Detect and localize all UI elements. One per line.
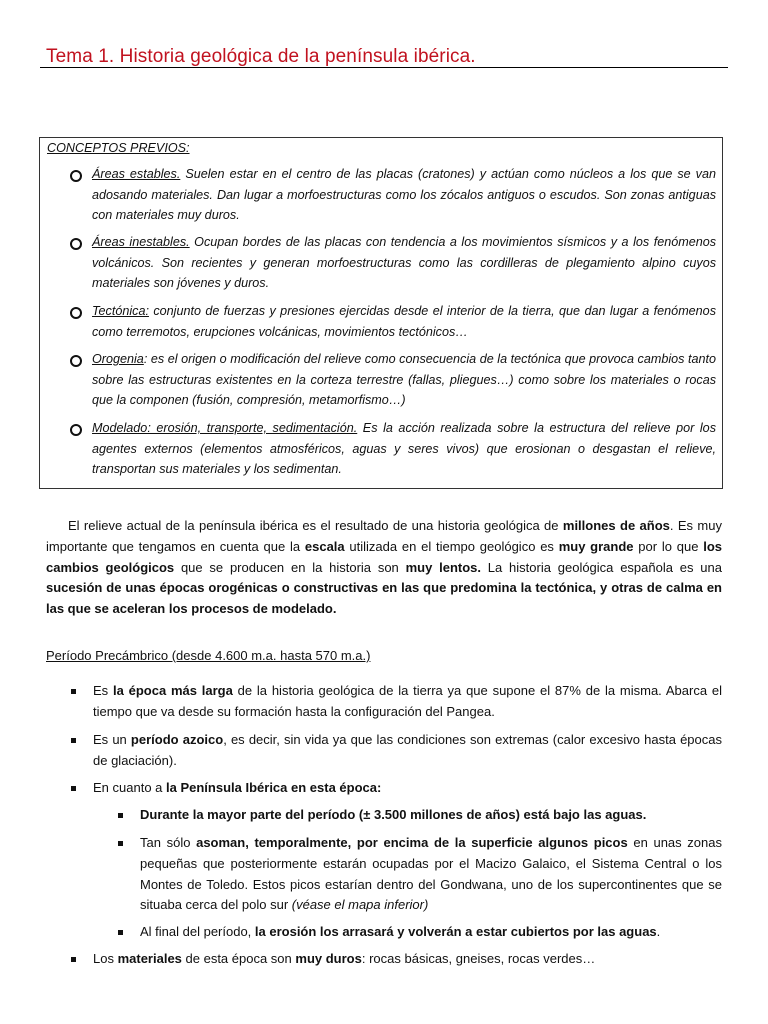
- concepts-heading: CONCEPTOS PREVIOS:: [47, 141, 190, 155]
- square-bullet-icon: [71, 689, 76, 694]
- intro-text: utilizada en el tiempo geológico es: [344, 538, 559, 554]
- concept-text: Suelen estar en el centro de las placas (cratones) y actúan como núcleos a los que se van adosando materiales. Dan lugar a morfoestructuras como los zócalos antiguos o escudos. Son zonas antiguas con materiales muy duros.: [92, 167, 716, 222]
- list-text: Es un: [93, 732, 131, 747]
- list-bold: la erosión los arrasará y volverán a estar cubiertos por las aguas: [254, 924, 657, 939]
- list-bold: asoman, temporalmente, por encima de la superficie algunos picos: [196, 835, 628, 850]
- circle-bullet-icon: [70, 355, 82, 367]
- sub-list-item: [140, 922, 722, 943]
- concept-item: [92, 418, 716, 480]
- list-text: , es decir, sin vida ya que las condiciones son extremas (calor excesivo hasta épocas de glaciación).: [93, 732, 722, 768]
- intro-bold: escala: [304, 538, 345, 554]
- circle-bullet-icon: [70, 170, 82, 182]
- concept-term: Orogenia: [92, 352, 144, 366]
- list-text: Tan sólo: [140, 835, 197, 850]
- list-text: de esta época son: [181, 951, 296, 966]
- intro-text: que se producen en la historia son: [174, 559, 406, 575]
- intro-bold: los cambios geológicos: [46, 538, 722, 575]
- list-bold: la Península Ibérica en esta época:: [166, 780, 382, 795]
- page-title-text: Tema 1. Historia geológica de la península ibérica.: [46, 46, 476, 67]
- list-text: En cuanto a: [93, 780, 166, 795]
- list-text: .: [656, 924, 661, 939]
- section-heading: Período Precámbrico (desde 4.600 m.a. hasta 570 m.a.): [46, 648, 371, 663]
- list-item: [93, 730, 722, 772]
- intro-text: El relieve actual de la península ibérica es el resultado de una historia geológica de: [68, 518, 563, 533]
- circle-bullet-icon: [70, 238, 82, 250]
- list-text: : rocas básicas, gneises, rocas verdes…: [361, 951, 596, 966]
- concept-item: [92, 349, 716, 411]
- list-bold: Durante la mayor parte del período (± 3.500 millones de años) está bajo las aguas.: [140, 807, 647, 822]
- list-item: [93, 681, 722, 723]
- concept-text: Ocupan bordes de las placas con tendencia a los movimientos sísmicos y a los fenómenos volcánicos. Son recientes y generan morfoestructuras como las cordilleras de plegamiento alpino cuyos materiales son jóvenes y duros.: [92, 235, 717, 290]
- intro-text: . Es muy importante que tengamos en cuenta que la: [46, 518, 722, 554]
- page-title: [40, 46, 728, 68]
- intro-bold: muy lentos.: [405, 559, 481, 575]
- list-text: Es: [93, 683, 113, 698]
- list-text: Al final del período,: [140, 924, 255, 939]
- concept-item: [92, 232, 716, 294]
- sub-list-item: [140, 833, 722, 916]
- concept-item: [92, 164, 716, 226]
- list-bold: período azoico: [130, 732, 224, 747]
- list-bold: la época más larga: [112, 683, 233, 698]
- concept-text: : es el origen o modificación del relieve como consecuencia de la tectónica que provoca cambios tanto sobre las estructuras existentes en la corteza terrestre (fallas, pliegues…) como sobre los materiales o rocas que la componen (fusión, compresión, metamorfismo…): [92, 352, 716, 407]
- square-bullet-icon: [118, 841, 123, 846]
- square-bullet-icon: [118, 930, 123, 935]
- list-bold: materiales: [117, 951, 182, 966]
- concept-term: Áreas estables.: [92, 167, 181, 181]
- intro-text: La historia geológica española es una: [481, 559, 722, 575]
- list-italic: (véase el mapa inferior): [291, 897, 429, 913]
- square-bullet-icon: [71, 738, 76, 743]
- intro-text: por lo que: [633, 538, 704, 554]
- intro-bold: millones de años: [562, 518, 670, 533]
- intro-bold: sucesión de unas épocas orogénicas o constructivas en las que predomina la tectónica, y otras de calma en las que se aceleran los procesos de modelado.: [46, 580, 722, 617]
- circle-bullet-icon: [70, 307, 82, 319]
- concept-term: Modelado: erosión, transporte, sedimentación.: [92, 421, 358, 435]
- list-item: [93, 778, 722, 799]
- list-item: [93, 949, 722, 970]
- list-text: Los: [93, 951, 118, 966]
- list-text: en unas zonas pequeñas que posteriormente estarán ocupadas por el Macizo Galaico, el Sistema Central o los Montes de Toledo. Estos picos estarían dentro del Gondwana, uno de los supercontinentes que se situaba cerca del polo sur: [140, 835, 722, 913]
- square-bullet-icon: [71, 957, 76, 962]
- concepts-box: [39, 137, 723, 489]
- square-bullet-icon: [118, 813, 123, 818]
- title-underline: [40, 67, 728, 68]
- concept-term: Tectónica:: [92, 304, 149, 318]
- square-bullet-icon: [71, 786, 76, 791]
- list-bold: muy duros: [295, 951, 362, 966]
- sub-list-item: [140, 805, 722, 826]
- circle-bullet-icon: [70, 424, 82, 436]
- concept-text: conjunto de fuerzas y presiones ejercidas desde el interior de la tierra, que dan lugar a fenómenos como terremotos, erupciones volcánicas, movimientos tectónicos…: [92, 304, 716, 339]
- concept-item: [92, 301, 716, 342]
- list-text: de la historia geológica de la tierra ya que supone el 87% de la misma. Abarca el tiempo que va desde su formación hasta la configuración del Pangea.: [93, 683, 722, 719]
- concept-term: Áreas inestables.: [92, 235, 190, 249]
- concept-text: Es la acción realizada sobre la estructura del relieve por los agentes externos (elementos atmosféricos, aguas y seres vivos) que erosionan o desgastan el relieve, transportan sus materiales y los sedimentan.: [92, 421, 716, 476]
- intro-bold: muy grande: [558, 538, 634, 554]
- intro-paragraph: [46, 516, 722, 620]
